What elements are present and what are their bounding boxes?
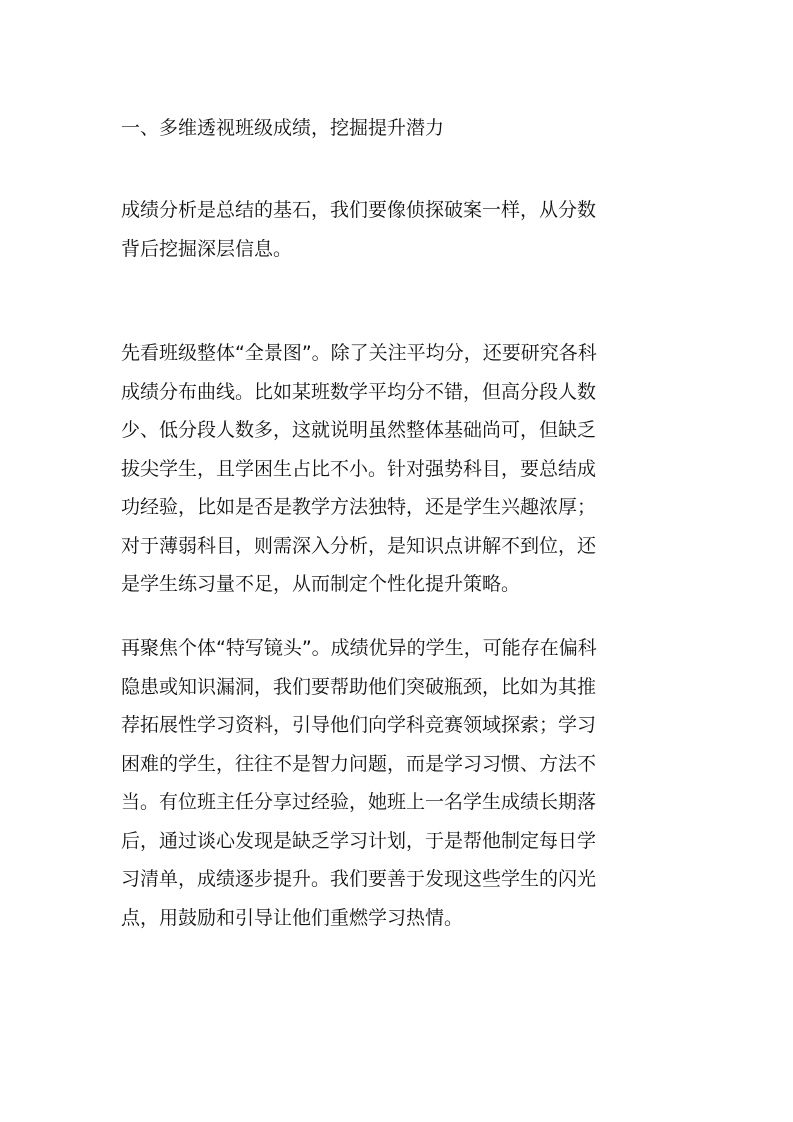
paragraph-line: 困难的学生，往往不是智力问题，而是学习习惯、方法不 [121,752,597,775]
paragraph-line: 隐患或知识漏洞，我们要帮助他们突破瓶颈，比如为其推 [121,675,597,698]
paragraph-line: 当。有位班主任分享过经验，她班上一名学生成绩长期落 [121,791,597,813]
paragraph-line: 后，通过谈心发现是缺乏学习计划，于是帮他制定每日学 [121,829,597,852]
paragraph-line: 再聚焦个体“特写镜头”。成绩优异的学生，可能存在偏科 [121,637,597,659]
paragraph-line: 荐拓展性学习资料，引导他们向学科竞赛领域探索；学习 [121,714,597,736]
section-heading: 一、多维透视班级成绩，挖掘提升潜力 [121,117,445,139]
paragraph-line: 是学生练习量不足，从而制定个性化提升策略。 [121,573,521,595]
paragraph-line: 先看班级整体“全景图”。除了关注平均分，还要研究各科 [121,342,597,364]
paragraph-line: 成绩分布曲线。比如某班数学平均分不错，但高分段人数 [121,380,597,403]
paragraph-line: 对于薄弱科目，则需深入分析，是知识点讲解不到位，还 [121,534,597,557]
paragraph-line: 习清单，成绩逐步提升。我们要善于发现这些学生的闪光 [121,868,597,890]
paragraph-line: 拔尖学生，且学困生占比不小。针对强势科目，要总结成 [121,457,597,480]
paragraph-line: 功经验，比如是否是教学方法独特，还是学生兴趣浓厚； [121,496,597,518]
paragraph-intro [121,191,681,268]
paragraph-line: 点，用鼓励和引导让他们重燃学习热情。 [121,906,464,929]
paragraph-class-overview [121,334,681,604]
paragraph-line: 成绩分析是总结的基石，我们要像侦探破案一样，从分数 [121,199,597,221]
paragraph-individual-focus [121,629,681,937]
paragraph-line: 少、低分段人数多，这就说明虽然整体基础尚可，但缺乏 [121,419,597,441]
paragraph-line: 背后挖掘深层信息。 [121,237,293,260]
